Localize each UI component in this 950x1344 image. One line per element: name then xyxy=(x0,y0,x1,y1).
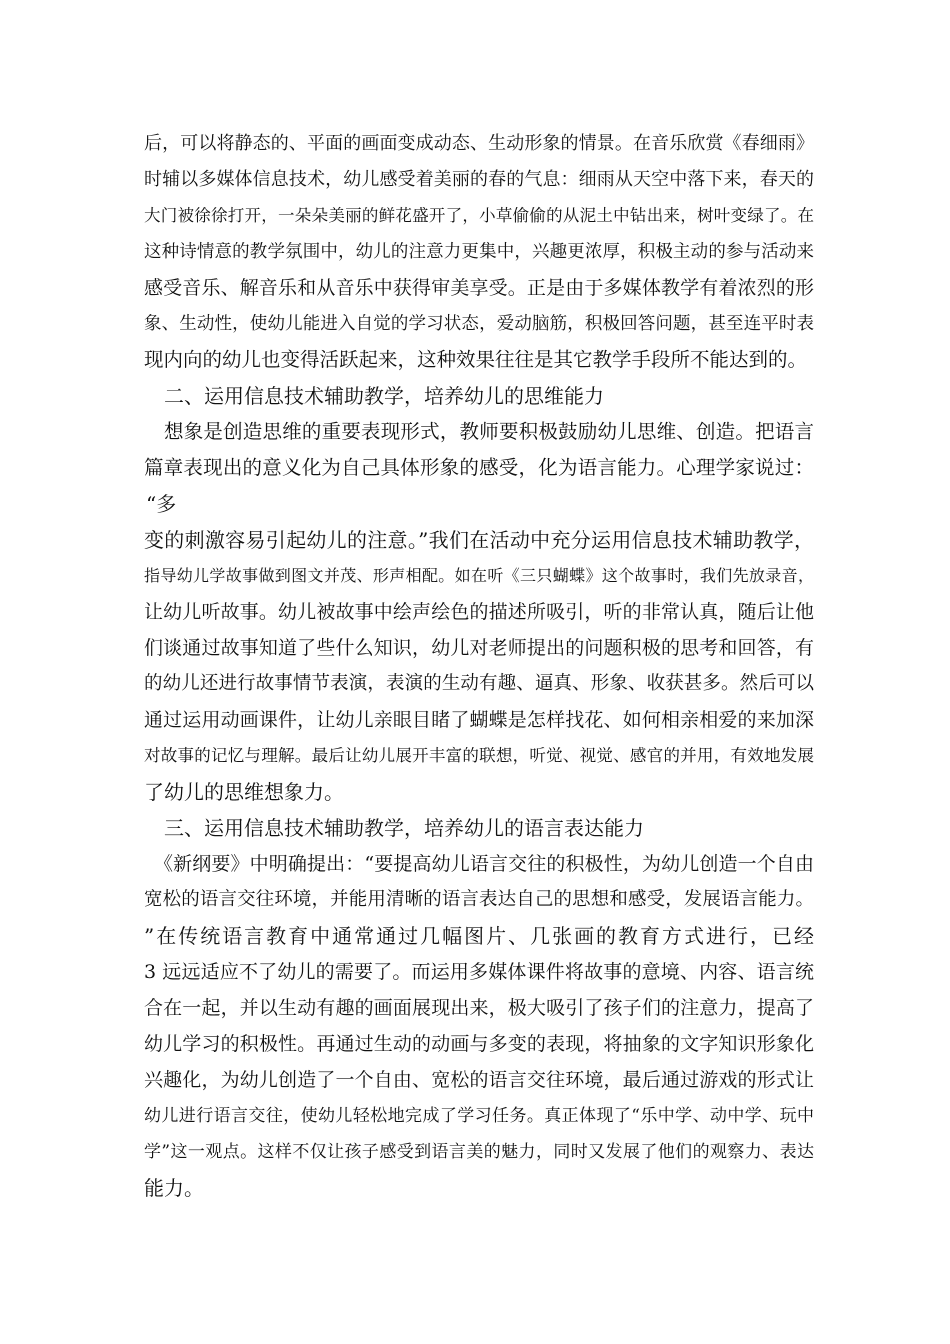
paragraph-line: 篇章表现出的意义化为自己具体形象的感受，化为语言能力。心理学家说过： xyxy=(144,456,814,479)
paragraph-line: 们谈通过故事知道了些什么知识，幼儿对老师提出的问题积极的思考和回答，有 xyxy=(144,637,814,659)
paragraph-line: 幼儿进行语言交往，使幼儿轻松地完成了学习任务。真正体现了“乐中学、动中学、玩中 xyxy=(144,1106,814,1126)
paragraph-line: 后，可以将静态的、平面的画面变成动态、生动形象的情景。在音乐欣赏《春细雨》 xyxy=(144,133,814,154)
section-heading: 三、运用信息技术辅助教学，培养幼儿的语言表达能力 xyxy=(164,816,644,840)
paragraph-line: 了幼儿的思维想象力。 xyxy=(144,780,344,804)
section-heading: 二、运用信息技术辅助教学，培养幼儿的思维能力 xyxy=(164,384,604,408)
paragraph-line: 现内向的幼儿也变得活跃起来，这种效果往往是其它教学手段所不能达到的。 xyxy=(144,348,808,371)
paragraph-line: 让幼儿听故事。幼儿被故事中绘声绘色的描述所吸引，听的非常认真，随后让他 xyxy=(144,601,814,623)
paragraph-line: ”在传统语言教育中通常通过几幅图片、几张画的教育方式进行，已经 xyxy=(144,924,814,948)
paragraph-line: 时辅以多媒体信息技术，幼儿感受着美丽的春的气息：细雨从天空中落下来，春天的 xyxy=(144,169,814,190)
paragraph-line: 《新纲要》中明确提出：“要提高幼儿语言交往的积极性，为幼儿创造一个自由 xyxy=(154,853,814,875)
paragraph-line: 的幼儿还进行故事情节表演，表演的生动有趣、逼真、形象、收获甚多。然后可以 xyxy=(144,673,814,694)
paragraph-line: 感受音乐、解音乐和从音乐中获得审美享受。正是由于多媒体教学有着浓烈的形 xyxy=(144,277,814,299)
paragraph-line: 兴趣化，为幼儿创造了一个自由、宽松的语言交往环境，最后通过游戏的形式让 xyxy=(144,1069,814,1091)
paragraph-line: 学”这一观点。这样不仅让孩子感受到语言美的魅力，同时又发展了他们的观察力、表达 xyxy=(144,1142,814,1162)
paragraph-line: 指导幼儿学故事做到图文并茂、形声相配。如在听《三只蝴蝶》这个故事时，我们先放录音， xyxy=(144,566,814,585)
paragraph-line: 合在一起，并以生动有趣的画面展现出来，极大吸引了孩子们的注意力，提高了 xyxy=(144,997,814,1019)
paragraph-line: 通过运用动画课件，让幼儿亲眼目睹了蝴蝶是怎样找花、如何相亲相爱的来加深 xyxy=(144,709,814,731)
paragraph-line: 想象是创造思维的重要表现形式，教师要积极鼓励幼儿思维、创造。把语言 xyxy=(164,420,814,443)
paragraph-line: 3 远远适应不了幼儿的需要了。而运用多媒体课件将故事的意境、内容、语言统 xyxy=(144,961,814,983)
paragraph-line: 象、生动性，使幼儿能进入自觉的学习状态，爱动脑筋，积极回答问题，甚至连平时表 xyxy=(144,314,814,334)
paragraph-line: 对故事的记忆与理解。最后让幼儿展开丰富的联想，听觉、视觉、感官的并用，有效地发展 xyxy=(144,746,814,765)
paragraph-line: 大门被徐徐打开，一朵朵美丽的鲜花盛开了，小草偷偷的从泥土中钻出来，树叶变绿了。在 xyxy=(144,206,814,225)
paragraph-line: 这种诗情意的教学氛围中，幼儿的注意力更集中，兴趣更浓厚，积极主动的参与活动来 xyxy=(144,242,814,262)
paragraph-line: 幼儿学习的积极性。再通过生动的动画与多变的表现，将抽象的文字知识形象化 xyxy=(144,1033,814,1055)
paragraph-line: 宽松的语言交往环境，并能用清晰的语言表达自己的思想和感受，发展语言能力。 xyxy=(144,889,814,910)
paragraph-line: 能力。 xyxy=(144,1176,204,1200)
paragraph-line: “多 xyxy=(146,492,177,516)
paragraph-line: 变的刺激容易引起幼儿的注意。”我们在活动中充分运用信息技术辅助教学， xyxy=(144,528,814,552)
